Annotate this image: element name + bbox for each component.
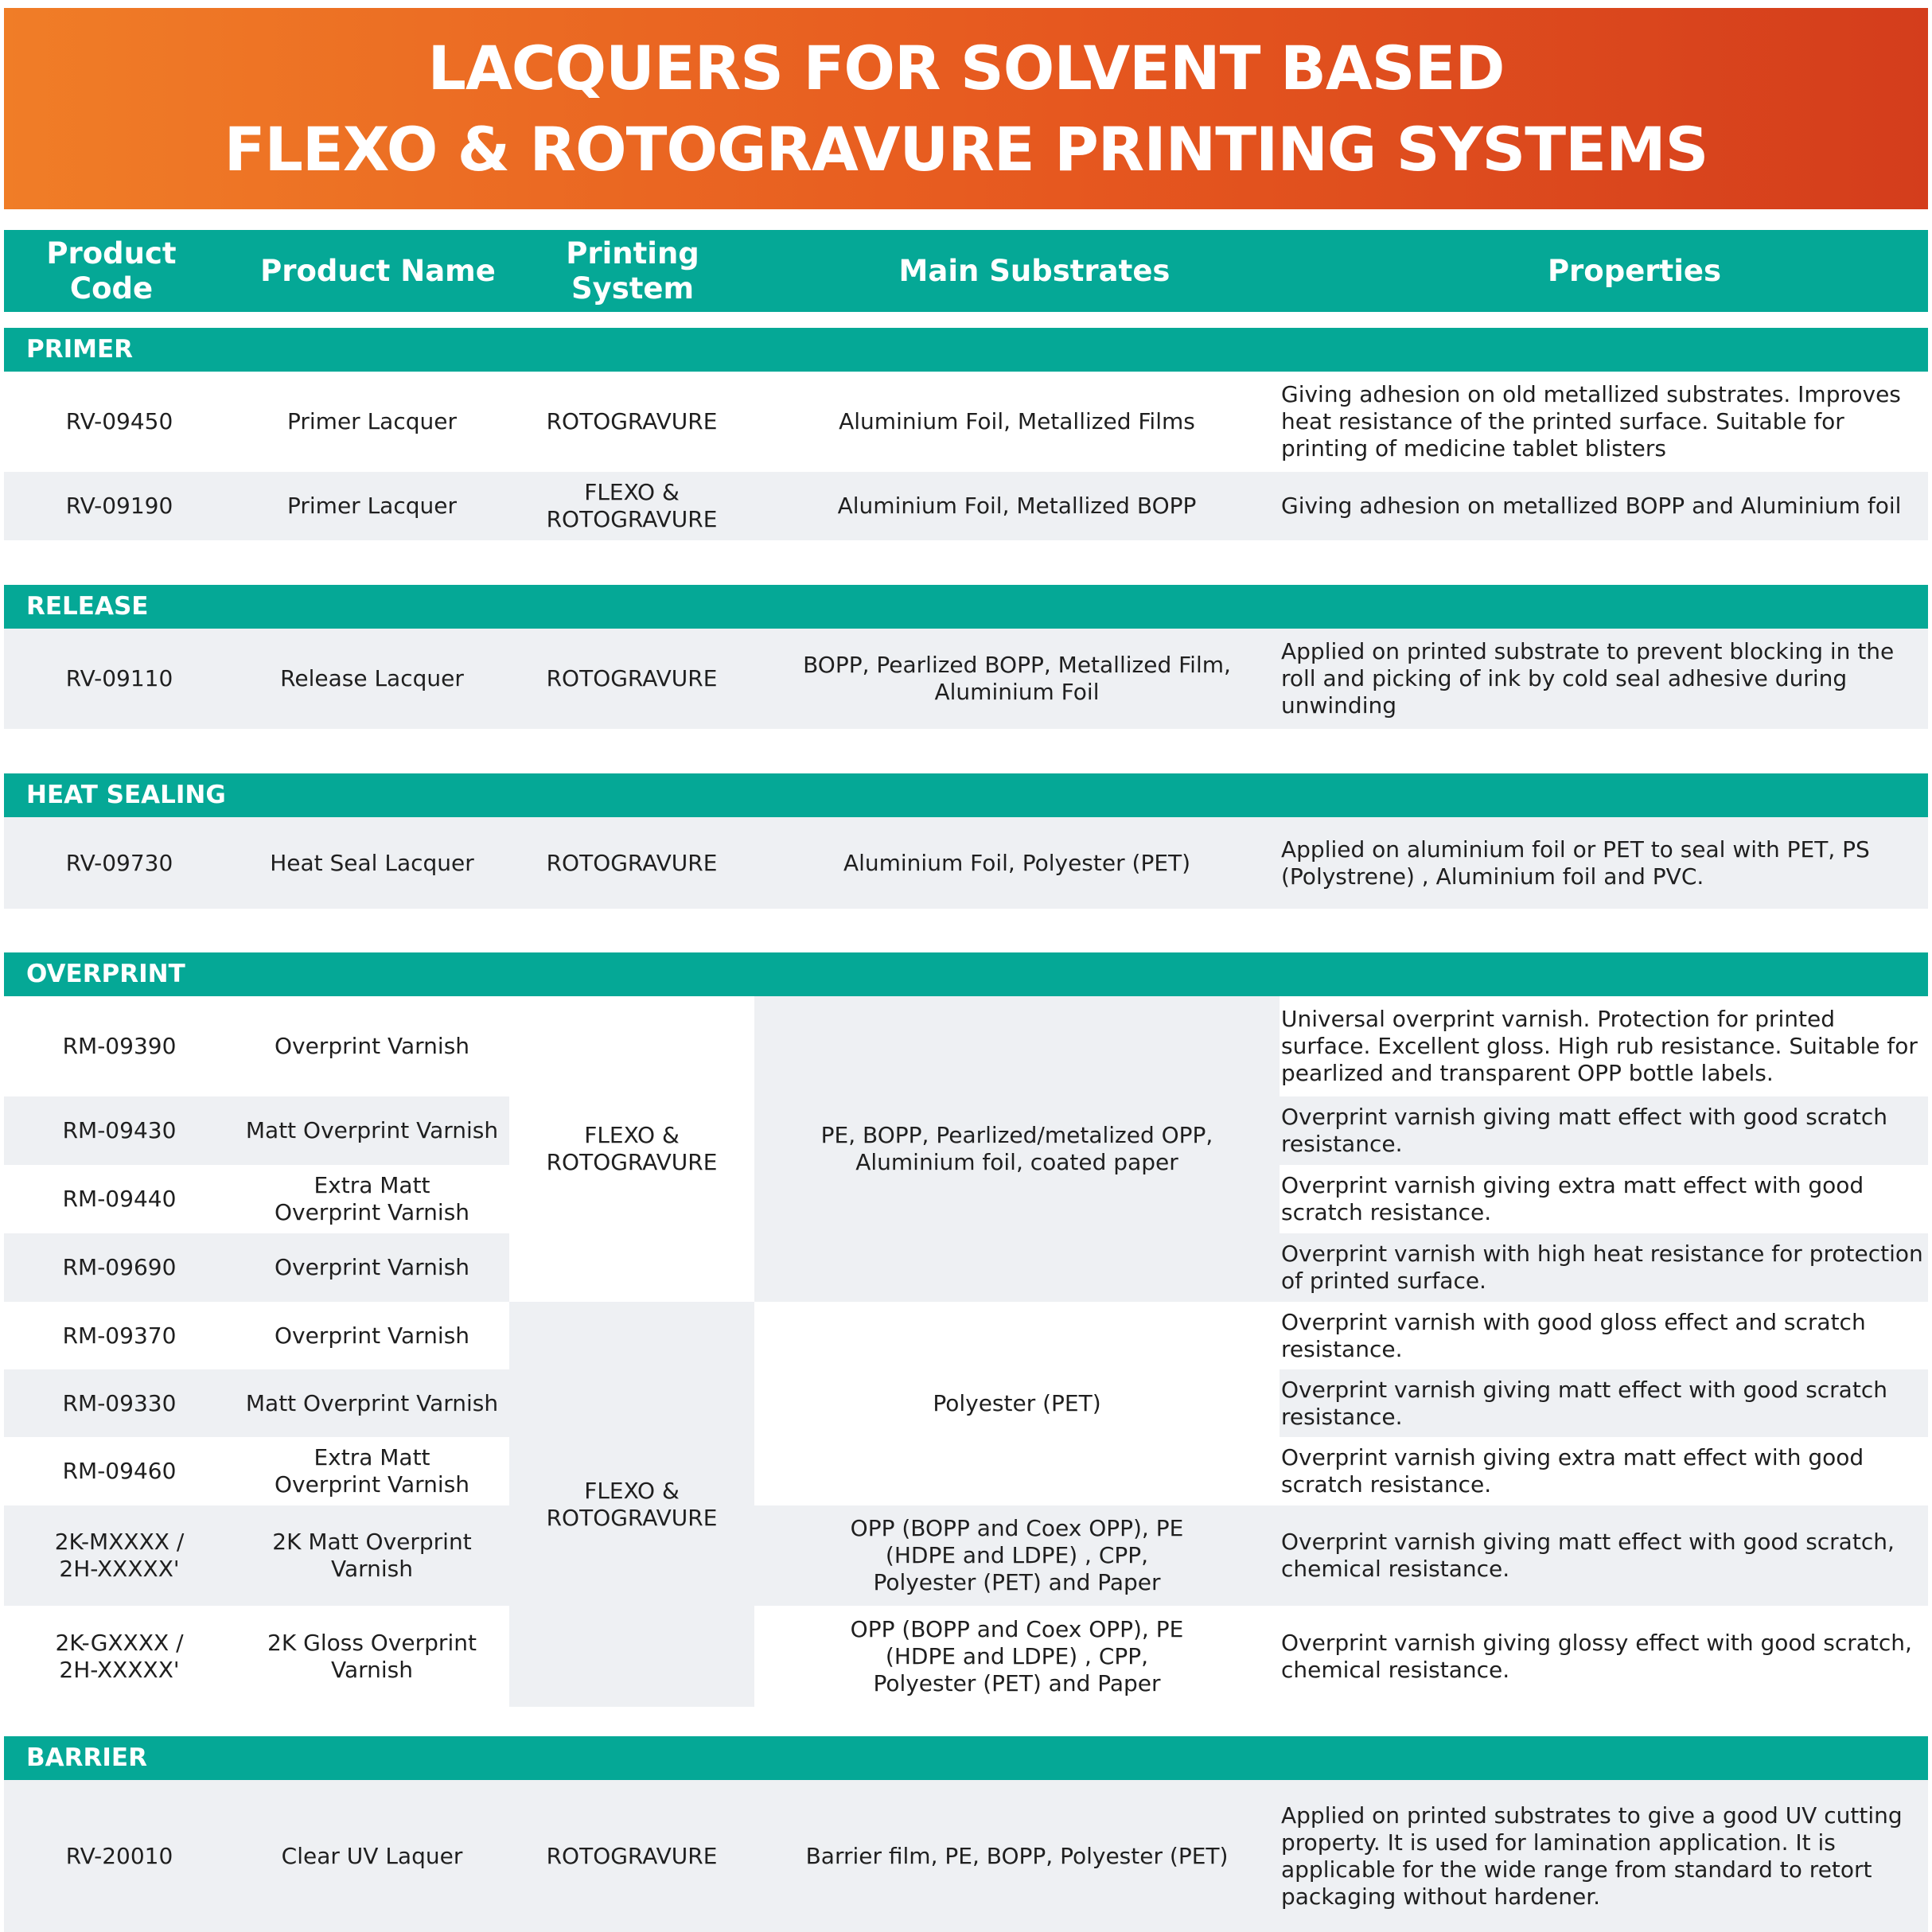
section-header-primer: PRIMER (4, 328, 1928, 372)
overprint-substrates-group-d: OPP (BOPP and Coex OPP), PE (HDPE and LDPE) , CPP, Polyester (PET) and Paper (754, 1606, 1280, 1707)
overprint-substrates-group-a: PE, BOPP, Pearlized/metalized OPP, Aluminium foil, coated paper (754, 996, 1280, 1302)
overprint-row1-name: Overprint Varnish (235, 996, 509, 1096)
header-printing-system: Printing System (537, 230, 728, 312)
primer-row1-properties: Giving adhesion on old metallized substrates. Improves heat resistance of the printed surface. Suitable for printing of medicine tablet blisters (1276, 372, 1928, 472)
heat-row1-substrates: Aluminium Foil, Polyester (PET) (754, 817, 1280, 909)
release-row1-name: Release Lacquer (235, 629, 509, 729)
overprint-row4-name: Overprint Varnish (235, 1233, 509, 1302)
release-row1-code: RV-09110 (4, 629, 235, 729)
overprint-row3-properties: Overprint varnish giving extra matt effect with good scratch resistance. (1276, 1165, 1928, 1233)
overprint-row6-name: Matt Overprint Varnish (235, 1369, 509, 1437)
overprint-row9-code: 2K-GXXXX / 2H-XXXXX' (4, 1606, 235, 1707)
primer-row2-system: FLEXO & ROTOGRAVURE (509, 472, 754, 540)
heat-row1-system: ROTOGRAVURE (509, 817, 754, 909)
overprint-row7-name: Extra Matt Overprint Varnish (235, 1437, 509, 1505)
release-row1-system: ROTOGRAVURE (509, 629, 754, 729)
overprint-substrates-group-c: OPP (BOPP and Coex OPP), PE (HDPE and LDPE) , CPP, Polyester (PET) and Paper (754, 1505, 1280, 1606)
barrier-row1-system: ROTOGRAVURE (509, 1780, 754, 1932)
release-row1-properties: Applied on printed substrate to prevent blocking in the roll and picking of ink by cold seal adhesive during unwinding (1276, 629, 1928, 729)
header-properties: Properties (1341, 230, 1928, 312)
overprint-row3-code: RM-09440 (4, 1165, 235, 1233)
overprint-row2-name: Matt Overprint Varnish (235, 1096, 509, 1165)
overprint-row1-properties: Universal overprint varnish. Protection for printed surface. Excellent gloss. High rub resistance. Suitable for pearlized and transparent OPP bottle labels. (1276, 996, 1928, 1096)
overprint-row5-code: RM-09370 (4, 1302, 235, 1369)
section-header-release: RELEASE (4, 585, 1928, 629)
primer-row2-substrates: Aluminium Foil, Metallized BOPP (754, 472, 1280, 540)
overprint-row4-code: RM-09690 (4, 1233, 235, 1302)
overprint-row5-properties: Overprint varnish with good gloss effect and scratch resistance. (1276, 1302, 1928, 1369)
overprint-system-group-a: FLEXO & ROTOGRAVURE (509, 996, 754, 1302)
primer-row1-system: ROTOGRAVURE (509, 372, 754, 472)
header-main-substrates: Main Substrates (728, 230, 1341, 312)
overprint-row7-properties: Overprint varnish giving extra matt effect with good scratch resistance. (1276, 1437, 1928, 1505)
overprint-row8-code: 2K-MXXXX / 2H-XXXXX' (4, 1505, 235, 1606)
overprint-row6-properties: Overprint varnish giving matt effect with good scratch resistance. (1276, 1369, 1928, 1437)
barrier-row1-substrates: Barrier film, PE, BOPP, Polyester (PET) (754, 1780, 1280, 1932)
title-line-1: LACQUERS FOR SOLVENT BASED (427, 32, 1505, 103)
heat-row1-properties: Applied on aluminium foil or PET to seal with PET, PS (Polystrene) , Aluminium foil and PVC. (1276, 817, 1928, 909)
overprint-row9-properties: Overprint varnish giving glossy effect with good scratch, chemical resistance. (1276, 1606, 1928, 1707)
section-header-barrier: BARRIER (4, 1736, 1928, 1780)
overprint-system-group-b: FLEXO & ROTOGRAVURE (509, 1302, 754, 1707)
primer-row1-code: RV-09450 (4, 372, 235, 472)
heat-row1-code: RV-09730 (4, 817, 235, 909)
title-line-2: FLEXO & ROTOGRAVURE PRINTING SYSTEMS (224, 113, 1708, 185)
overprint-row9-name: 2K Gloss Overprint Varnish (235, 1606, 509, 1707)
barrier-row1-code: RV-20010 (4, 1780, 235, 1932)
overprint-row5-name: Overprint Varnish (235, 1302, 509, 1369)
section-header-heat-sealing: HEAT SEALING (4, 773, 1928, 817)
barrier-row1-properties: Applied on printed substrates to give a good UV cutting property. It is used for lamination application. It is applicable for the wide range from standard to retort packaging without hardener. (1276, 1780, 1928, 1932)
primer-row1-name: Primer Lacquer (235, 372, 509, 472)
primer-row2-name: Primer Lacquer (235, 472, 509, 540)
overprint-row8-name: 2K Matt Overprint Varnish (235, 1505, 509, 1606)
primer-row2-properties: Giving adhesion on metallized BOPP and Aluminium foil (1276, 472, 1928, 540)
title-banner (4, 8, 1928, 209)
header-product-name: Product Name (219, 230, 537, 312)
primer-row2-code: RV-09190 (4, 472, 235, 540)
overprint-substrates-group-b: Polyester (PET) (754, 1302, 1280, 1505)
overprint-row1-code: RM-09390 (4, 996, 235, 1096)
primer-row1-substrates: Aluminium Foil, Metallized Films (754, 372, 1280, 472)
release-row1-substrates: BOPP, Pearlized BOPP, Metallized Film, Aluminium Foil (754, 629, 1280, 729)
barrier-row1-name: Clear UV Laquer (235, 1780, 509, 1932)
overprint-row4-properties: Overprint varnish with high heat resistance for protection of printed surface. (1276, 1233, 1928, 1302)
section-header-overprint: OVERPRINT (4, 952, 1928, 996)
overprint-row3-name: Extra Matt Overprint Varnish (235, 1165, 509, 1233)
overprint-row2-code: RM-09430 (4, 1096, 235, 1165)
header-product-code: Product Code (4, 230, 219, 312)
overprint-row6-code: RM-09330 (4, 1369, 235, 1437)
overprint-row7-code: RM-09460 (4, 1437, 235, 1505)
overprint-row8-properties: Overprint varnish giving matt effect with good scratch, chemical resistance. (1276, 1505, 1928, 1606)
heat-row1-name: Heat Seal Lacquer (235, 817, 509, 909)
overprint-row2-properties: Overprint varnish giving matt effect with good scratch resistance. (1276, 1096, 1928, 1165)
